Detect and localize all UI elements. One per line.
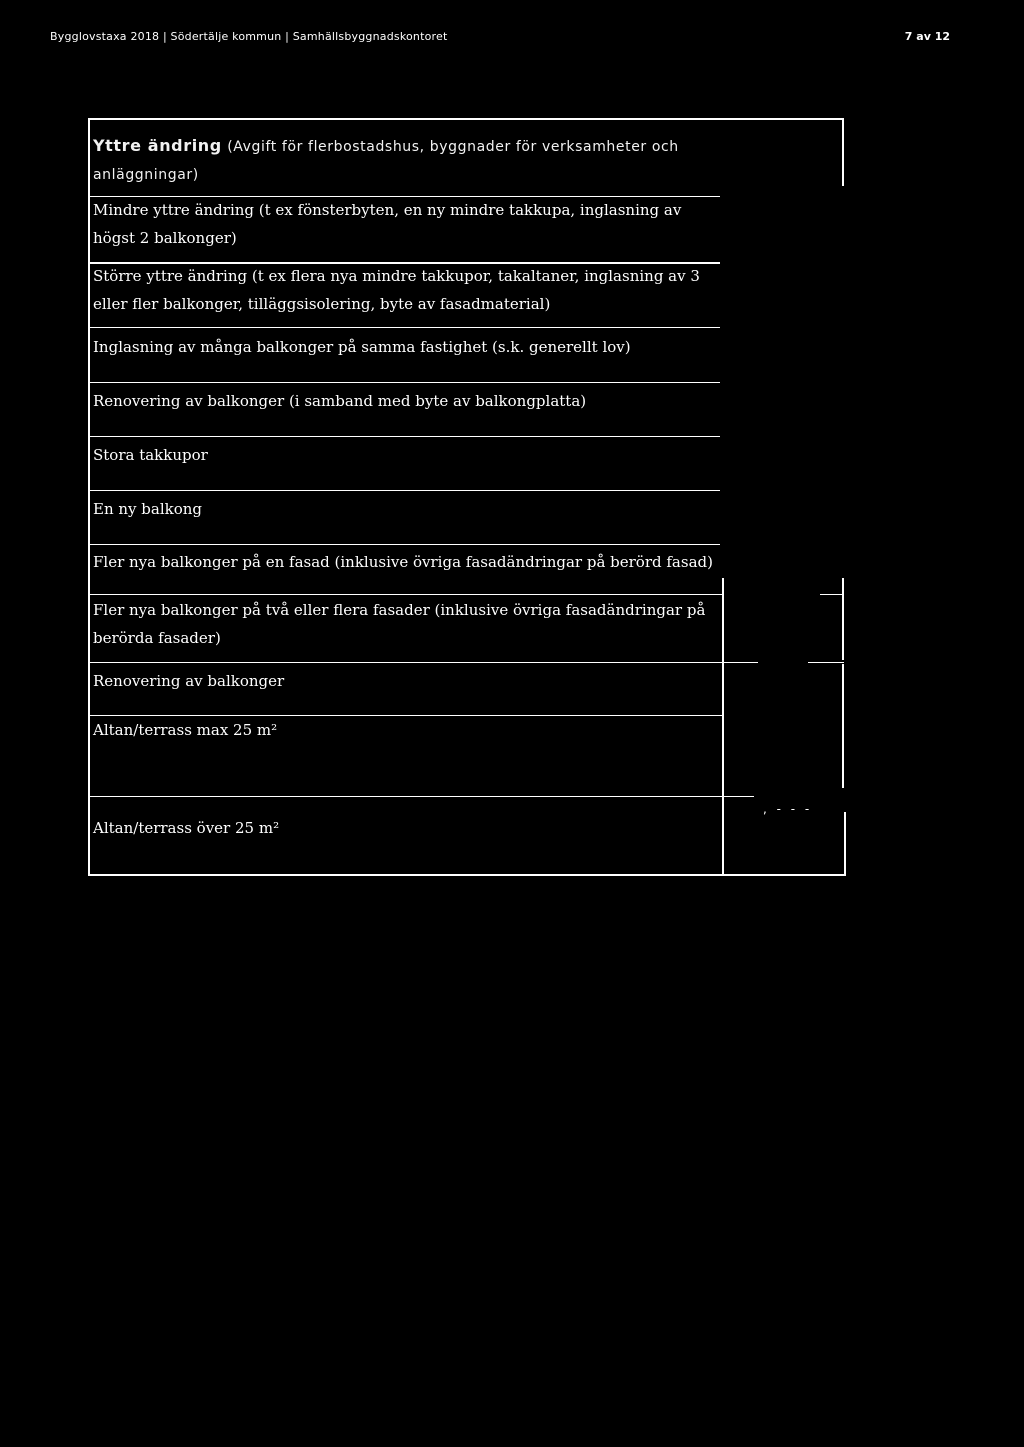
column-divider [722,578,724,876]
table-row-label: Altan/terrass över 25 m² [93,819,280,837]
table-row-label: Fler nya balkonger på två eller flera fasader (inklusive övriga fasadändringar på berörda fasader) [93,601,706,647]
section-title [93,132,733,189]
row-divider [88,490,720,491]
row-divider [88,382,720,383]
table-row-label: Altan/terrass max 25 m² [93,721,278,739]
section-title-main: Yttre ändring [93,136,222,155]
table-row-label: Inglasning av många balkonger på samma fastighet (s.k. generellt lov) [93,338,631,356]
section-title-rest: (Avgift för flerbostadshus, byggnader för verksamheter och anläggningar) [93,139,679,183]
table-row-label: Renovering av balkonger (i samband med byte av balkongplatta) [93,392,587,410]
table-left-border [88,118,90,876]
right-border-fragment [842,578,844,660]
document-title: Bygglovstaxa 2018 | Södertälje kommun | Samhällsbyggnadskontoret [50,30,448,43]
page-number: 7 av 12 [904,30,950,43]
row-divider [88,544,720,545]
table-row-label: Mindre yttre ändring (t ex fönsterbyten, en ny mindre takkupa, inglasning av högst 2 balkonger) [93,201,682,247]
row-divider [88,796,754,797]
table-top-border [88,118,844,120]
table-row-label: Stora takkupor [93,446,208,464]
table-bottom-border [88,874,846,876]
row-divider [88,436,720,437]
right-border-fragment [808,662,844,663]
table-row-label: Renovering av balkonger [93,672,285,690]
table-row-label: En ny balkong [93,500,203,518]
table-row-label: Större yttre ändring (t ex flera nya mindre takkupor, takaltaner, inglasning av 3 eller fler balkonger, tilläggsisolering, byte av fasadmaterial) [93,267,700,313]
right-border-fragment [842,664,844,788]
table-row-label: Fler nya balkonger på en fasad (inklusive övriga fasadändringar på berörd fasad) [93,553,713,571]
row-divider [88,327,720,328]
right-border-fragment [820,594,844,595]
page-header [50,28,950,48]
scan-artifact-dashes: , - - - [763,802,813,816]
right-border-fragment [844,812,846,876]
row-divider [88,594,724,595]
row-divider [88,662,758,663]
table-right-border-upper [842,118,844,186]
